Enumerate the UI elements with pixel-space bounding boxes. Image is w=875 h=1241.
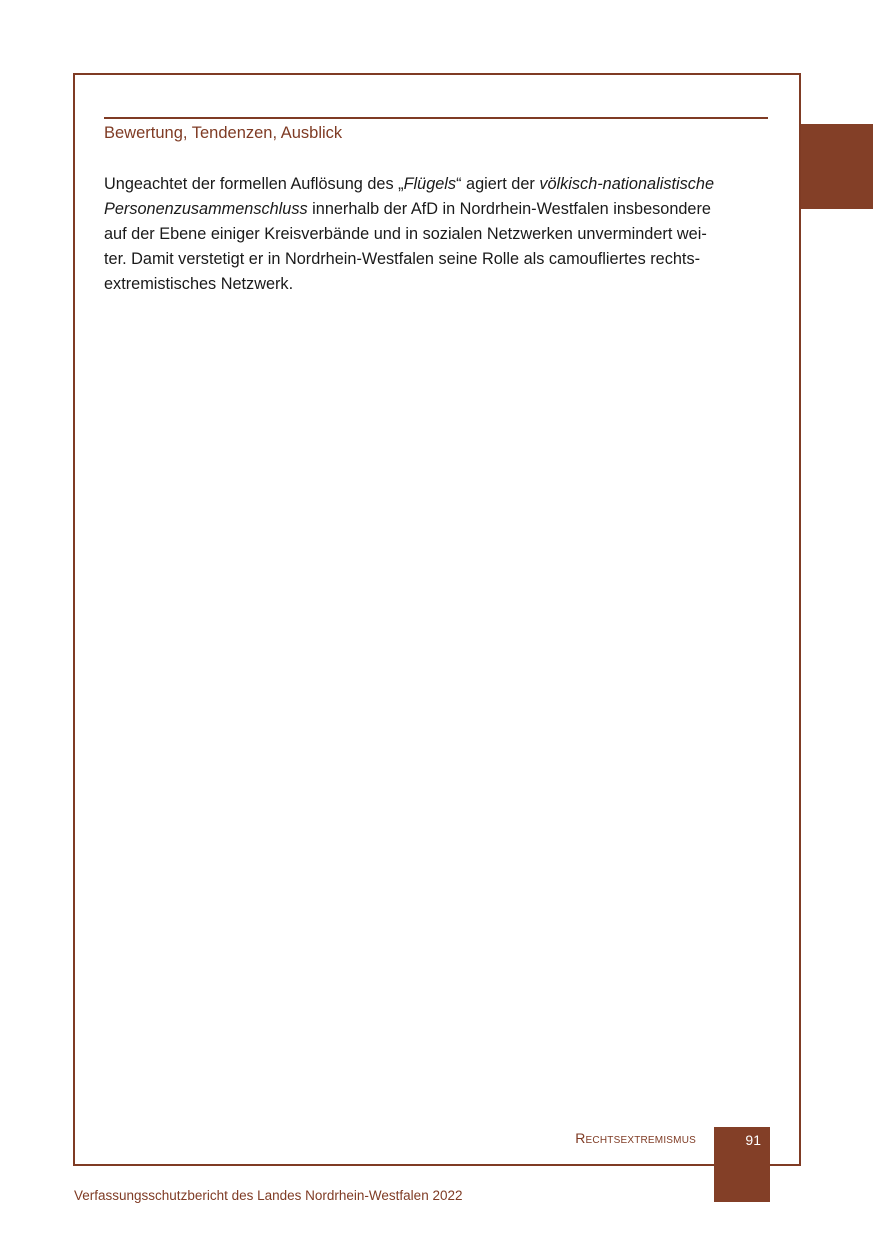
heading-rule <box>104 117 768 119</box>
text-run: innerhalb der AfD in Nordrhein-Westfalen insbesondere <box>307 200 711 218</box>
italic-term-fluegel: Flügels <box>403 175 457 193</box>
section-heading: Bewertung, Tendenzen, Ausblick <box>104 124 343 142</box>
italic-term-personenzusammenschluss: Personenzusammenschluss <box>104 200 308 218</box>
paragraph-line-5: extremistisches Netzwerk. <box>104 275 294 293</box>
publication-footer: Verfassungsschutzbericht des Landes Nordrhein-Westfalen 2022 <box>74 1188 463 1203</box>
text-run: “ agiert der <box>456 175 540 193</box>
body-paragraph <box>104 172 768 297</box>
running-head: Rechtsextremismus <box>575 1130 696 1146</box>
paragraph-line-4: ter. Damit verstetigt er in Nordrhein-Westfalen seine Rolle als camoufliertes rechts- <box>104 250 701 268</box>
text-run: Ungeachtet der formellen Auflösung des „ <box>104 175 404 193</box>
page-number-box <box>714 1127 770 1202</box>
paragraph-line-2 <box>104 197 768 222</box>
paragraph-line-3: auf der Ebene einiger Kreisverbände und in sozialen Netzwerken unvermindert wei- <box>104 225 707 243</box>
italic-term-voelkisch: völkisch-nationalistische <box>539 175 714 193</box>
page-number: 91 <box>745 1132 761 1148</box>
paragraph-line-1 <box>104 172 768 197</box>
chapter-tab-marker <box>799 124 873 209</box>
